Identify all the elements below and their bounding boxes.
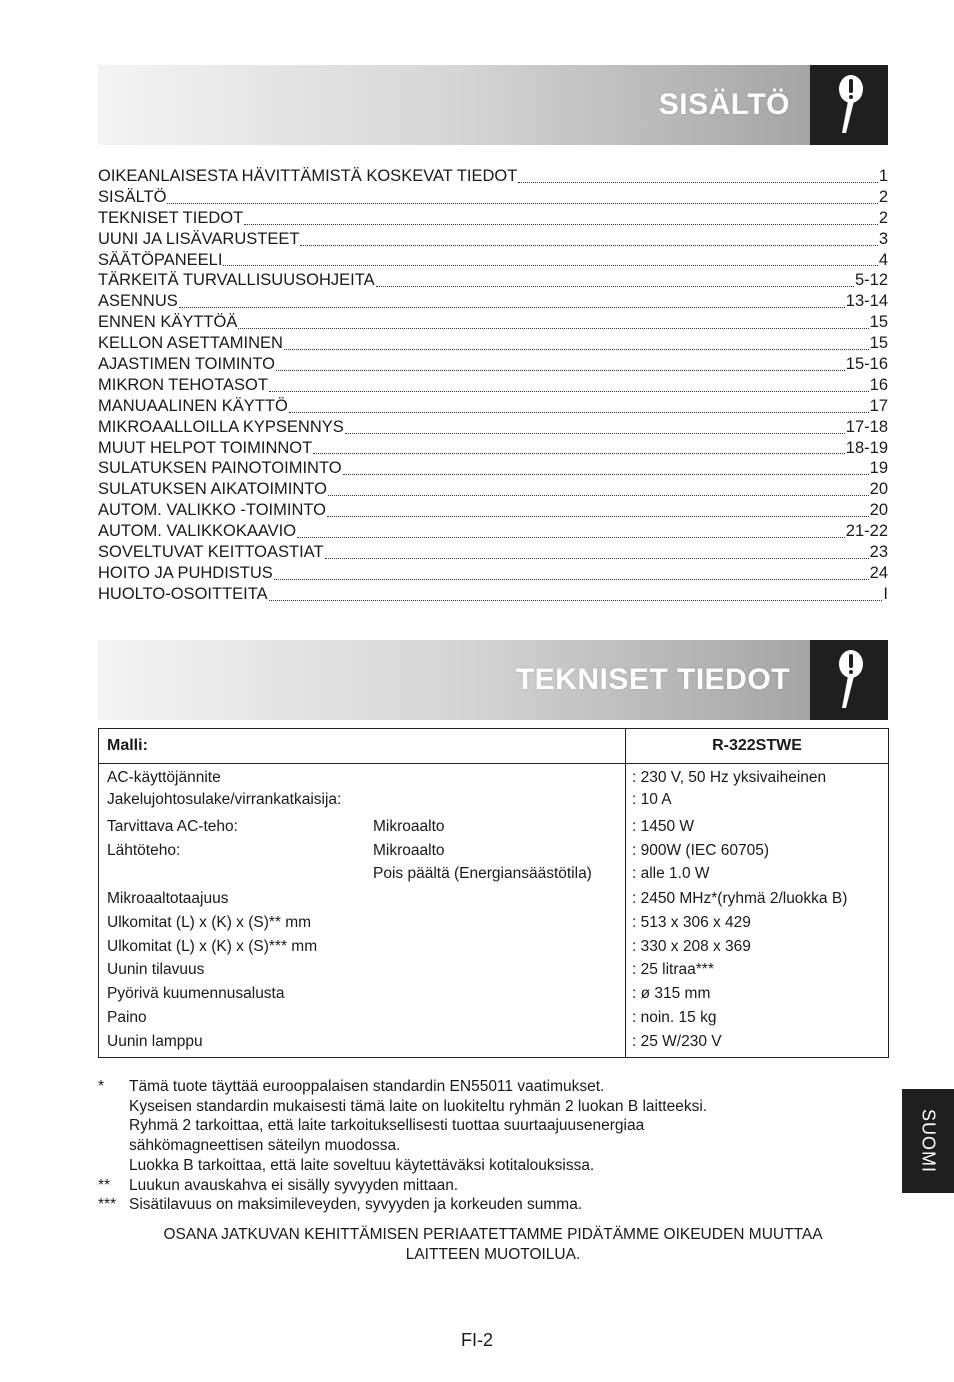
toc-item <box>98 208 888 229</box>
toc-item-page: 16 <box>869 375 888 394</box>
toc-item <box>98 375 888 396</box>
spec-value: : 900W (IEC 60705) <box>632 842 769 859</box>
toc-leader-dots <box>269 599 883 601</box>
spec-row <box>99 1030 888 1054</box>
toc-item-page: 15-16 <box>845 355 888 374</box>
spec-label: Uunin lamppu <box>107 1033 203 1050</box>
spec-label: Pyörivä kuumennusalusta <box>107 985 285 1002</box>
toc-item-page: 15 <box>869 334 888 353</box>
toc-leader-dots <box>376 285 854 287</box>
toc-item-title: HOITO JA PUHDISTUS <box>98 563 273 582</box>
toc-leader-dots <box>345 432 845 434</box>
toc-leader-dots <box>284 348 869 350</box>
toc-item-page: 21-22 <box>845 522 888 541</box>
spec-row <box>99 911 888 935</box>
toc-leader-dots <box>223 264 877 266</box>
spec-sublabel: Mikroaalto <box>373 842 445 859</box>
toc-item <box>98 166 888 187</box>
toc-leader-dots <box>313 452 845 454</box>
spec-label: AC-käyttöjännite <box>107 769 221 786</box>
spec-row <box>99 1006 888 1030</box>
toc-item-page: 15 <box>869 313 888 332</box>
toc-leader-dots <box>167 202 877 204</box>
toc-leader-dots <box>269 390 869 392</box>
toc-item-title: MIKROAALLOILLA KYPSENNYS <box>98 417 344 436</box>
toc-leader-dots <box>328 494 869 496</box>
toc-item-page: 20 <box>869 501 888 520</box>
footnote-line: Luukun avauskahva ei sisälly syvyyden mittaan. <box>129 1176 459 1194</box>
toc-item-title: SOVELTUVAT KEITTOASTIAT <box>98 543 324 562</box>
toc-item <box>98 479 888 500</box>
spec-value: : ø 315 mm <box>632 985 711 1002</box>
closing-statement <box>98 1225 888 1265</box>
spec-value: : 25 litraa*** <box>632 961 714 978</box>
toc-item-page: 2 <box>878 187 888 206</box>
model-label: Malli: <box>107 737 148 754</box>
language-tab <box>902 1089 954 1193</box>
toc-item <box>98 333 888 354</box>
spec-row <box>99 958 888 982</box>
spec-value: : 330 x 208 x 369 <box>632 938 751 955</box>
toc-item <box>98 500 888 521</box>
spec-label: Ulkomitat (L) x (K) x (S)** mm <box>107 914 312 931</box>
spec-sublabel: Mikroaalto <box>373 818 445 835</box>
attention-hand-icon <box>810 65 888 145</box>
specs-title: TEKNISET TIEDOT <box>515 663 790 696</box>
footnote <box>98 1195 888 1215</box>
spec-row <box>99 839 888 863</box>
toc-leader-dots <box>297 536 845 538</box>
spec-table-header <box>99 729 888 764</box>
toc-item-page: I <box>883 584 888 603</box>
toc-item <box>98 229 888 250</box>
spec-value: : 1450 W <box>632 818 695 835</box>
toc-item-title: AUTOM. VALIKKO -TOIMINTO <box>98 501 326 520</box>
spec-label: Mikroaaltotaajuus <box>107 890 229 907</box>
toc-item-page: 20 <box>869 480 888 499</box>
toc-leader-dots <box>325 557 869 559</box>
toc-item-title: MUUT HELPOT TOIMINNOT <box>98 438 313 457</box>
spec-value: : noin. 15 kg <box>632 1009 717 1026</box>
toc-item-page: 18-19 <box>845 438 888 457</box>
toc-item-title: SÄÄTÖPANEELI <box>98 250 223 269</box>
toc-item-title: MANUAALINEN KÄYTTÖ <box>98 396 288 415</box>
toc-item <box>98 312 888 333</box>
spec-label: Jakelujohtosulake/virrankatkaisija: <box>107 791 342 808</box>
spec-label: Paino <box>107 1009 147 1026</box>
toc-leader-dots <box>518 181 877 183</box>
spec-row <box>99 982 888 1006</box>
toc-item-title: KELLON ASETTAMINEN <box>98 334 283 353</box>
toc-item-title: SISÄLTÖ <box>98 187 167 206</box>
footnote <box>98 1077 888 1176</box>
toc-item-page: 17-18 <box>845 417 888 436</box>
toc-item-title: SULATUKSEN PAINOTOIMINTO <box>98 459 342 478</box>
toc-item-title: MIKRON TEHOTASOT <box>98 375 268 394</box>
footnotes <box>98 1077 888 1215</box>
spec-label: Ulkomitat (L) x (K) x (S)*** mm <box>107 938 318 955</box>
footnote-line: Kyseisen standardin mukaisesti tämä laite on luokiteltu ryhmän 2 luokan B laitteeksi. <box>129 1097 708 1115</box>
toc-item-page: 2 <box>878 208 888 227</box>
spec-value: : 2450 MHz*(ryhmä 2/luokka B) <box>632 890 848 907</box>
footnote <box>98 1176 888 1196</box>
toc-item-page: 17 <box>869 396 888 415</box>
toc-leader-dots <box>327 515 869 517</box>
spec-row <box>99 766 888 790</box>
toc-item <box>98 187 888 208</box>
toc-item-title: TEKNISET TIEDOT <box>98 208 244 227</box>
spec-value: : alle 1.0 W <box>632 865 710 882</box>
toc-item-page: 24 <box>869 563 888 582</box>
toc-item <box>98 417 888 438</box>
footnote-mark: * <box>98 1078 105 1095</box>
toc-leader-dots <box>289 411 869 413</box>
spec-row <box>99 935 888 959</box>
toc-item-title: HUOLTO-OSOITTEITA <box>98 584 268 603</box>
spec-label: Lähtöteho: <box>107 842 181 859</box>
footnote-line: Tämä tuote täyttää eurooppalaisen standardin EN55011 vaatimukset. <box>129 1078 605 1095</box>
toc-item <box>98 458 888 479</box>
toc-item-title: SULATUKSEN AIKATOIMINTO <box>98 480 327 499</box>
toc-leader-dots <box>238 327 868 329</box>
spec-value: : 10 A <box>632 791 672 808</box>
footnote-line: Luokka B tarkoittaa, että laite soveltuu käytettäväksi kotitalouksissa. <box>129 1156 595 1174</box>
toc-leader-dots <box>274 578 869 580</box>
toc-item-page: 3 <box>878 229 888 248</box>
language-tab-label: SUOMI <box>918 1108 939 1174</box>
toc-item-title: UUNI JA LISÄVARUSTEET <box>98 229 300 248</box>
spec-value: : 513 x 306 x 429 <box>632 914 751 931</box>
toc-item <box>98 521 888 542</box>
footnote-line: Ryhmä 2 tarkoittaa, että laite tarkoituksellisesti tuottaa suurtaajuusenergiaa <box>129 1117 645 1135</box>
footnote-line: sähkömagneettisen säteilyn muodossa. <box>129 1137 401 1155</box>
model-value: R-322STWE <box>712 737 802 754</box>
toc-item-page: 19 <box>869 459 888 478</box>
toc-item-title: TÄRKEITÄ TURVALLISUUSOHJEITA <box>98 271 375 290</box>
spec-row <box>99 887 888 911</box>
closing-line-2: LAITTEEN MUOTOILUA. <box>405 1246 581 1263</box>
toc-item-title: ENNEN KÄYTTÖÄ <box>98 313 238 332</box>
toc-item <box>98 563 888 584</box>
footnote-mark: *** <box>98 1196 117 1214</box>
spec-label: Tarvittava AC-teho: <box>107 818 238 835</box>
toc-item-title: ASENNUS <box>98 292 178 311</box>
toc-item-page: 1 <box>878 167 888 185</box>
toc-item <box>98 396 888 417</box>
toc-item <box>98 438 888 459</box>
spec-value: : 230 V, 50 Hz yksivaiheinen <box>632 769 827 786</box>
toc-item-title: AUTOM. VALIKKOKAAVIO <box>98 522 297 541</box>
closing-line-1: OSANA JATKUVAN KEHITTÄMISEN PERIAATETTAMME PIDÄTÄMME OIKEUDEN MUUTTAA <box>163 1226 823 1243</box>
toc-item-title: OIKEANLAISESTA HÄVITTÄMISTÄ KOSKEVAT TIEDOT <box>98 167 518 185</box>
spec-label: Uunin tilavuus <box>107 961 205 978</box>
toc-leader-dots <box>276 369 845 371</box>
toc-item <box>98 250 888 271</box>
attention-hand-icon <box>810 640 888 720</box>
toc-leader-dots <box>244 223 878 225</box>
page-number: FI-2 <box>460 1330 493 1350</box>
spec-sublabel: Pois päältä (Energiansäästötila) <box>373 865 592 882</box>
spec-row <box>99 788 888 812</box>
toc-item <box>98 542 888 563</box>
toc-item <box>98 584 888 605</box>
toc-leader-dots <box>179 306 845 308</box>
footnote-line: Sisätilavuus on maksimileveyden, syvyyden ja korkeuden summa. <box>129 1196 583 1214</box>
contents-title: SISÄLTÖ <box>658 88 790 121</box>
table-of-contents <box>98 166 888 605</box>
toc-item <box>98 291 888 312</box>
specs-banner <box>98 640 888 720</box>
toc-item-title: AJASTIMEN TOIMINTO <box>98 355 275 374</box>
toc-item-page: 5-12 <box>854 271 888 290</box>
spec-row <box>99 815 888 839</box>
toc-item-page: 4 <box>878 250 888 269</box>
spec-row <box>99 862 888 886</box>
spec-value: : 25 W/230 V <box>632 1033 722 1050</box>
toc-leader-dots <box>343 473 869 475</box>
toc-leader-dots <box>300 244 877 246</box>
contents-banner <box>98 65 888 145</box>
toc-item <box>98 270 888 291</box>
toc-item <box>98 354 888 375</box>
spec-table <box>98 728 889 1058</box>
footnote-mark: ** <box>98 1176 111 1194</box>
toc-item-page: 23 <box>869 543 888 562</box>
toc-item-page: 13-14 <box>845 292 888 311</box>
